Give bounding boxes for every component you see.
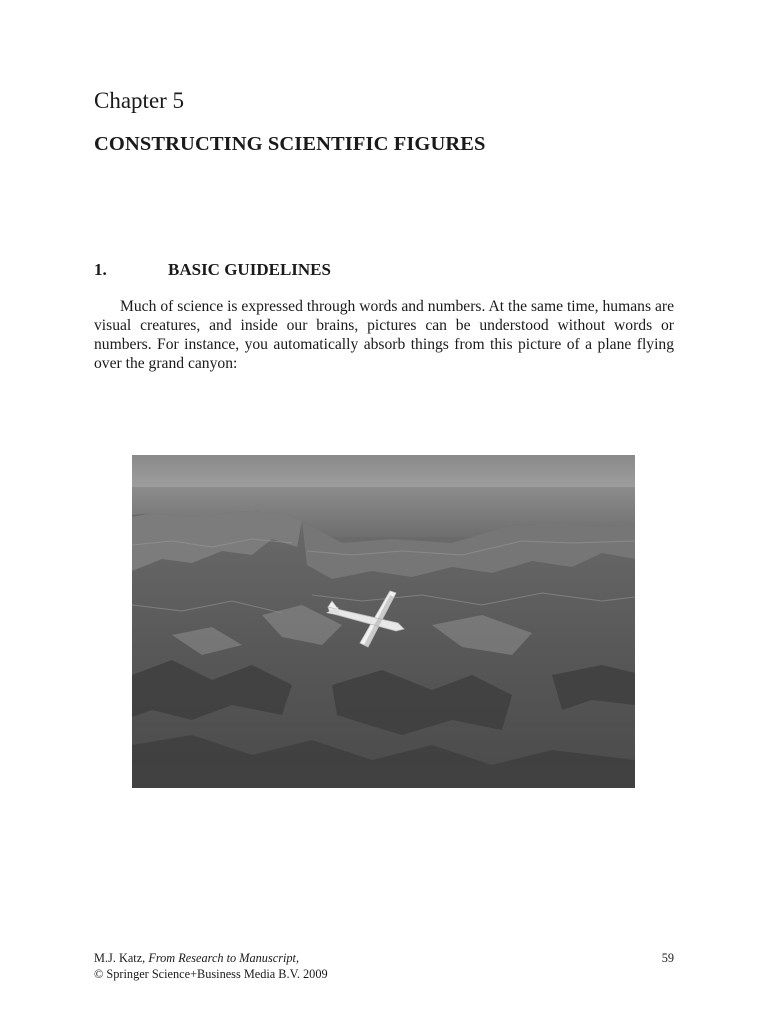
citation-book-title: From Research to Manuscript,	[148, 951, 300, 965]
citation-line	[94, 950, 328, 966]
citation-author: M.J. Katz,	[94, 951, 149, 965]
photo-illustration	[132, 455, 635, 788]
canyon-airplane-photo	[132, 455, 635, 788]
body-paragraph: Much of science is expressed through words and numbers. At the same time, humans are visual creatures, and inside our brains, pictures can be understood without words or numbers. For instance, you automatically absorb things from this picture of a plane flying over the grand canyon:	[94, 298, 674, 372]
page-number: 59	[661, 951, 674, 965]
section-heading	[94, 258, 331, 282]
section-number: 1.	[94, 260, 107, 279]
footer-citation	[94, 950, 328, 982]
copyright-line: © Springer Science+Business Media B.V. 2009	[94, 967, 328, 981]
section-title: BASIC GUIDELINES	[168, 260, 331, 279]
chapter-label: Chapter 5	[94, 88, 185, 113]
chapter-title: CONSTRUCTING SCIENTIFIC FIGURES	[94, 133, 486, 155]
